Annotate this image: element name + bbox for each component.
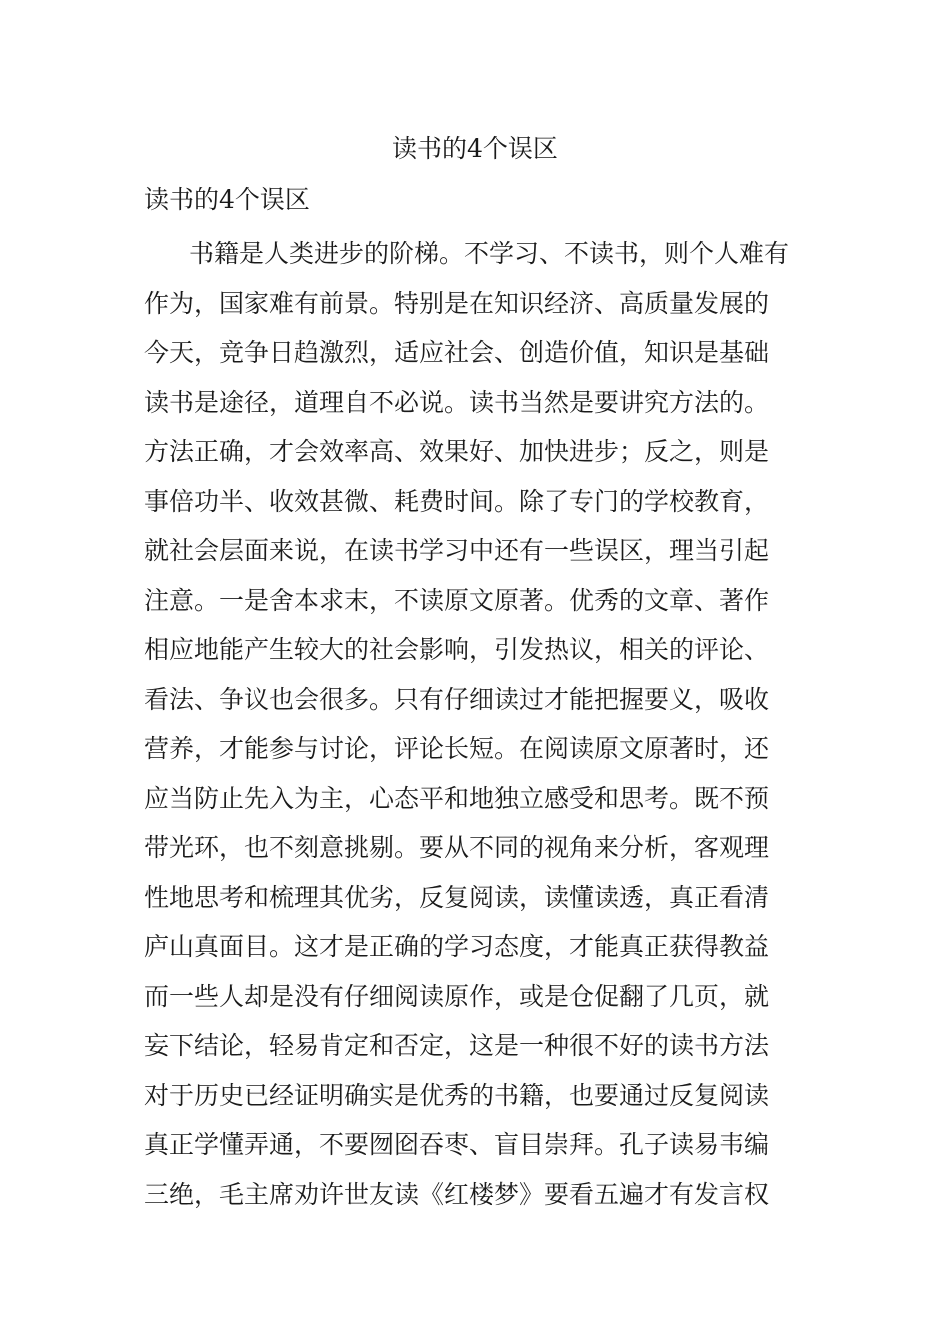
body-line: 注意。一是舍本求末，不读原文原著。优秀的文章、著作 (144, 585, 770, 615)
body-line: 营养，才能参与讨论，评论长短。在阅读原文原著时，还 (144, 734, 770, 763)
body-paragraph (144, 229, 810, 1219)
body-line: 相应地能产生较大的社会影响，引发热议，相关的评论、 (144, 635, 770, 664)
body-line: 性地思考和梳理其优劣，反复阅读，读懂读透，真正看清 (144, 882, 770, 912)
body-line: 今天，竞争日趋激烈，适应社会、创造价值，知识是基础 (144, 338, 770, 367)
body-line: 作为，国家难有前景。特别是在知识经济、高质量发展的 (144, 288, 770, 318)
document-title: 读书的4个误区 (392, 134, 558, 163)
body-line: 妄下结论，轻易肯定和否定，这是一种很不好的读书方法 (144, 1031, 770, 1060)
body-line: 事倍功半、收效甚微、耗费时间。除了专门的学校教育， (144, 486, 770, 516)
body-line: 而一些人却是没有仔细阅读原作，或是仓促翻了几页，就 (144, 981, 770, 1011)
body-line: 书籍是人类进步的阶梯。不学习、不读书，则个人难有 (189, 239, 790, 268)
body-line: 读书是途径，道理自不必说。读书当然是要讲究方法的。 (144, 387, 770, 417)
body-line: 庐山真面目。这才是正确的学习态度，才能真正获得教益 (144, 932, 770, 961)
body-line: 看法、争议也会很多。只有仔细读过才能把握要义，吸收 (144, 684, 770, 714)
body-line: 真正学懂弄通，不要囫囵吞枣、盲目崇拜。孔子读易韦编 (144, 1130, 770, 1159)
body-line: 应当防止先入为主，心态平和地独立感受和思考。既不预 (144, 783, 770, 813)
body-line: 就社会层面来说，在读书学习中还有一些误区，理当引起 (144, 536, 770, 565)
body-line: 三绝，毛主席劝许世友读《红楼梦》要看五遍才有发言权 (144, 1179, 770, 1209)
body-line: 方法正确，才会效率高、效果好、加快进步；反之，则是 (144, 437, 770, 466)
body-line: 对于历史已经证明确实是优秀的书籍，也要通过反复阅读 (144, 1080, 770, 1110)
document-subtitle: 读书的4个误区 (144, 185, 310, 214)
body-line: 带光环，也不刻意挑剔。要从不同的视角来分析，客观理 (144, 833, 770, 862)
